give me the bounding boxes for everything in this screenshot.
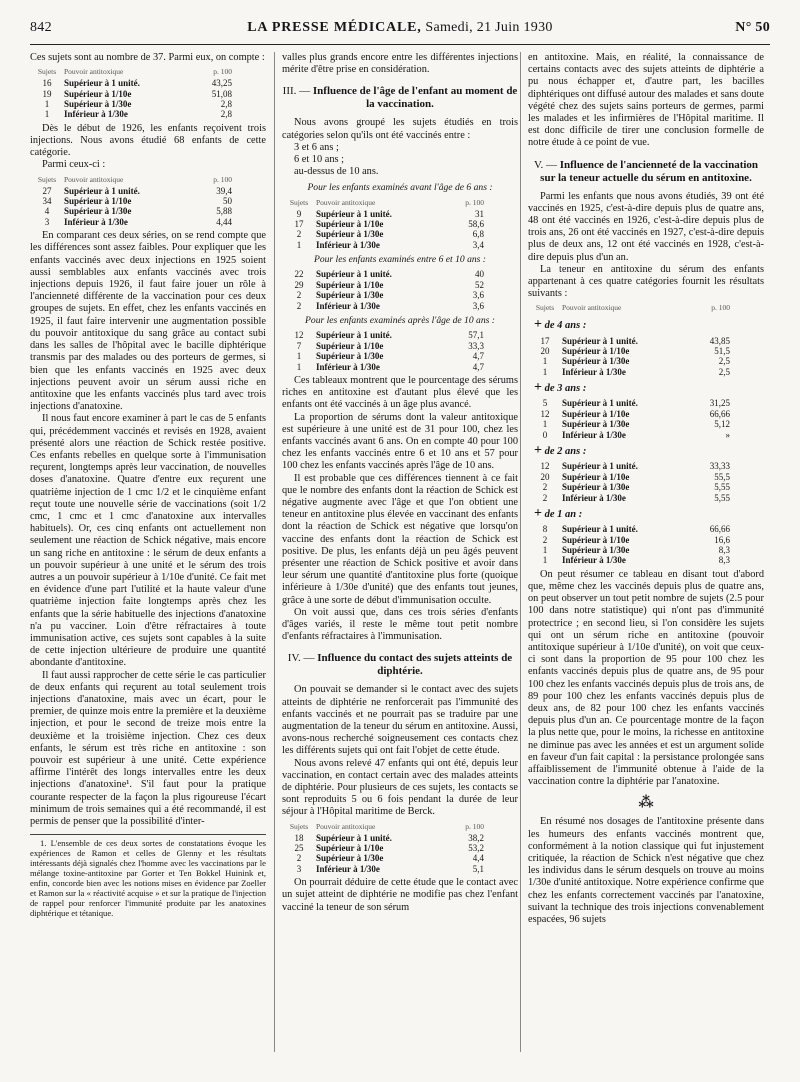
table-cell: 3 [44,216,50,227]
table-row [282,219,518,229]
table-cell: Inférieur à 1/30e [316,361,380,372]
data-table-header [528,303,764,314]
table-cell: 43,85 [709,335,730,346]
list-item: au-dessus de 10 ans. [294,166,379,178]
table-cell: Supérieur à 1 unité. [64,185,140,196]
table-row [282,341,518,351]
paragraph: En résumé nos dosages de l'antitoxine présente dans les humeurs des enfants vaccinés montrent que, conformément à la notion classique qui fut injustement critiquée, la réaction de Schick n'est négative que chez les individus dans le sérum desquels on trouve au moins 1/30e d'unité antitoxique. Notre expérience confirme que chez les enfants correctement vaccinés par l'anatoxine, suivant la technique des trois injections convenablement espacées, 96 sujets [528,816,764,926]
table-row [282,290,518,300]
table-row [30,109,266,119]
table-cell: 1 [542,419,548,430]
column-1 [30,52,266,1072]
table-row [528,482,764,492]
table-row [528,346,764,356]
table-cell: Supérieur à 1/30e [64,99,132,110]
paragraph: On voit aussi que, dans ces trois séries d'enfants d'âges variés, il reste le même tout petit nombre d'enfants réfractaires à l'immunisation. [282,606,518,643]
table-cell: 12 [294,330,304,341]
table-cell: Supérieur à 1 unité. [316,832,392,843]
table-cell: 31 [475,208,484,219]
table-row [30,99,266,109]
section-title: Influence de l'âge de l'enfant au moment de la vaccination. [312,85,518,111]
table-cell: 39,4 [216,185,232,196]
table-cell: Supérieur à 1/10e [316,340,384,351]
section-heading-3 [282,85,518,111]
table-cell: Supérieur à 1 unité. [562,335,638,346]
table-cell: 1 [296,351,302,362]
table-row [282,833,518,843]
column-divider [520,52,521,1052]
paragraph: en antitoxine. Mais, en réalité, la connaissance de certains contacts avec des sujets atteints de diphtérie a pu nous échapper et, d'autre part, les bacilles diphtériques ont diffusé autour des malades et sans doute végété chez des sujets sains porteurs de germes, parmi les malades et les infirmières de l'Hôpital maritime. Il est donc difficile de tirer une conclusion formelle de notre étude à ce point de vue. [528,52,764,149]
table-cell: Supérieur à 1/10e [316,219,384,230]
data-table [282,822,518,875]
data-table [282,269,518,311]
table-cell: 1 [542,366,548,377]
table-header-cell: p. 100 [213,174,232,184]
table-row [528,535,764,545]
table-row [528,367,764,377]
table-cell: Supérieur à 1 unité. [316,269,392,280]
table-cell: 8 [542,524,548,535]
table-header-row [528,303,764,314]
table-cell: 27 [42,185,52,196]
data-table [282,330,518,372]
table-cell: 57,1 [468,330,484,341]
paragraph: valles plus grands encore entre les différentes injections mérite d'être prise en considération. [282,52,518,76]
table-row [282,362,518,372]
list-item: 3 et 6 ans ; [294,141,339,153]
table-cell: 5,55 [714,482,730,493]
table-cell: 3 [296,863,302,874]
table-row [30,89,266,99]
section-heading-4 [282,652,518,678]
table-cell: 4,44 [216,216,232,227]
table-header-cell: p. 100 [711,303,730,313]
table-cell: Inférieur à 1/30e [316,239,380,250]
table-row [282,229,518,239]
table-cell: 55,5 [714,471,730,482]
table-cell: 58,6 [468,219,484,230]
table-cell: Supérieur à 1/30e [64,206,132,217]
table-row [528,545,764,555]
table-cell: Supérieur à 1/30e [316,853,384,864]
table-cell: 66,66 [709,524,730,535]
table-cell: Supérieur à 1/30e [562,544,630,555]
data-table [282,198,518,251]
table-caption: Pour les enfants examinés avant l'âge de 6 ans : [307,182,493,194]
table-cell: 2 [542,492,548,503]
table-cell: 66,66 [709,408,730,419]
table-cell: 29 [294,279,304,290]
table-header-cell: p. 100 [213,67,232,77]
table-row [282,853,518,863]
table-cell: 33,33 [709,461,730,472]
table-cell: Supérieur à 1/10e [64,88,132,99]
header-rule [30,44,770,45]
data-table [528,524,764,566]
table-row [30,206,266,216]
table-cell: 5,55 [714,492,730,503]
table-cell: Supérieur à 1/10e [562,346,630,357]
table-cell: 1 [542,356,548,367]
table-cell: Supérieur à 1/30e [316,229,384,240]
table-cell: 5,1 [472,863,484,874]
table-row [528,356,764,366]
table-cell: 38,2 [468,832,484,843]
paragraph: Ces tableaux montrent que le pourcentage des sérums riches en antitoxine est d'autant plus élevé que les enfants ont été vaccinés à un âge plus avancé. [282,374,518,411]
paragraph: Il faut aussi rapprocher de cette série le cas particulier de deux enfants qui reçurent au total seulement trois injections d'anatoxine, mais avec un écart, pour le premier, de quinze mois entre la première et la deuxième injection, et pour le second de treize mois entre la deuxième et la troisième injection. Chez ces deux enfants, le sérum est très riche en antitoxine : son pouvoir est supérieur à une unité. Cette expérience affirme l'intérêt des longs intervalles entre les deux injections d'anatoxine¹. S'il faut pour la pratique courante respecter de la façon la plus rigoureuse l'écart minimum de trois semaines qui a été recommandé, il est permis de penser que la possibilité d'inter- [30,669,266,828]
table-row [30,196,266,206]
table-row [282,301,518,311]
table-cell: 2,5 [718,366,730,377]
paragraph: Il est probable que ces différences tiennent à ce fait que le nombre des enfants dont la réaction de Schick est négative augmente avec l'âge et que l'on obtient une teneur en antitoxine plus élevée en vaccinant des enfants dont la réaction de Schick est négative que lorsqu'on vaccine des enfants dont la réaction de Schick est positive. De plus, les enfants déjà un peu âgés peuvent présenter une réaction de Schick positive et avoir dans leur sérum une quantité d'antitoxine plus forte (quoique inférieure à 1/30e d'unité) que des enfants tout jeunes, grâce à une sorte de début d'immunisation occulte. [282,472,518,606]
data-table [30,175,266,228]
table-cell: Inférieur à 1/30e [562,492,626,503]
table-cell: 2,5 [718,356,730,367]
paragraph: On pouvait se demander si le contact avec des sujets atteints de diphtérie ne renforcerait pas l'immunité des enfants vaccinés et ne pourrait pas se traduire par une augmentation de la teneur du sérum en antitoxine. Aussi, avons-nous recherché soigneusement ces contacts chez les différents sujets qui ont fait l'objet de cette étude. [282,684,518,757]
table-cell: 19 [42,88,52,99]
table-row [282,330,518,340]
table-row [528,524,764,534]
table-row [282,351,518,361]
table-cell: 9 [296,208,302,219]
table-cell: 6,8 [472,229,484,240]
table-header-cell: Pouvoir antitoxique [316,821,376,831]
table-cell: 33,3 [468,340,484,351]
table-cell: 8,3 [718,555,730,566]
table-row [528,461,764,471]
table-cell: Supérieur à 1/30e [316,351,384,362]
table-cell: 20 [540,346,550,357]
table-cell: 2 [542,534,548,545]
table-cell: 16 [42,78,52,89]
table-cell: 5,12 [714,419,730,430]
table-cell: Supérieur à 1 unité. [64,78,140,89]
table-cell: 50 [223,196,232,207]
table-header-cell: Pouvoir antitoxique [562,303,622,313]
page-header [30,20,770,42]
section-number: III. — [282,85,311,98]
table-cell: 3,6 [472,290,484,301]
section-number: IV. — [287,652,315,665]
table-cell: 3,6 [472,300,484,311]
table-row [528,493,764,503]
table-cell: 1 [296,361,302,372]
table-row [528,398,764,408]
table-row [282,280,518,290]
table-cell: » [725,429,730,440]
footnote-text: 1. L'ensemble de ces deux sortes de constatations évoque les expériences de Ramon et celles de Glenny et les résultats intéressants déjà signalés chez l'homme avec les vaccinations par le mélange toxine-antitoxine par Gorter et Ten Bokkel Huinink et, enfin, concorde bien avec les notions mises en évidence par Zoeller et Ramon sur la « réactivité acquise » et sur la pratique de l'injection de rappel pour renforcer l'immunité produite par les anatoxines diphtérique et tétanique. [30,838,266,919]
table-row [528,336,764,346]
table-cell: 1 [44,99,50,110]
table-cell: 31,25 [709,398,730,409]
table-cell: 18 [294,832,304,843]
table-header-cell: Sujets [535,303,555,313]
table-row [282,240,518,250]
column-divider [274,52,275,1052]
paragraph: Ces sujets sont au nombre de 37. Parmi eux, on compte : [30,52,265,63]
table-row [282,269,518,279]
table-row [30,186,266,196]
data-table [528,398,764,440]
table-cell: 1 [542,555,548,566]
table-row [282,209,518,219]
table-header-cell: Pouvoir antitoxique [64,174,124,184]
table-cell: 16,6 [714,534,730,545]
table-row [282,843,518,853]
table-cell: Inférieur à 1/30e [64,109,128,120]
table-cell: Supérieur à 1 unité. [316,208,392,219]
group-label: de 3 ans : [544,383,587,395]
table-header-cell: Sujets [37,174,57,184]
table-cell: 12 [540,408,550,419]
paragraph: On peut résumer ce tableau en disant tout d'abord que, même chez les vaccinés depuis plus de quatre ans, on peut observer un tout petit nombre de sujets (2.5 pour 100 dans notre statistique) qui n'ont pas d'immunité protectrice ; en second lieu, si l'on considère les sujets qui ont un sérum riche en antitoxine (pouvoir antitoxique supérieur à 1/10e d'unité), on voit que ceux-ci sont dans la proportion de 95 pour 100 chez les enfants vaccinés depuis plus de quatre ans, de 95 pour 100 chez les enfants vaccinés depuis plus de trois ans, de 89 pour 100 chez les enfants vaccinés depuis plus de deux ans, de 82 pour 100 chez les enfants vaccinés depuis plus d'un an. Ce pourcentage montre de la façon la plus nette que, pour le moins, la richesse en antitoxine ne diminue pas avec les années et est un argument solide en faveur d'un fait capital : la persistance prolongée sans affaiblissement de l'immunité obtenue à l'aide de la vaccination contre la diphtérie par l'anatoxine. [528,568,764,788]
table-cell: 12 [540,461,550,472]
section-title: Influence de l'ancienneté de la vaccination sur la teneur actuelle du sérum en antitoxine. [540,158,759,184]
table-cell: 7 [296,340,302,351]
table-cell: Supérieur à 1 unité. [562,461,638,472]
table-header-row [30,175,266,186]
page-number: 842 [30,20,52,35]
table-cell: 2,8 [220,109,232,120]
table-cell: Inférieur à 1/30e [562,555,626,566]
group-label: de 1 an : [544,508,583,520]
table-cell: 22 [294,269,304,280]
table-cell: 17 [294,219,304,230]
table-cell: Inférieur à 1/30e [562,429,626,440]
table-cell: Supérieur à 1/10e [562,408,630,419]
table-row [528,555,764,565]
group-label: de 4 ans : [544,320,587,332]
table-cell: Supérieur à 1/10e [562,534,630,545]
table-cell: 25 [294,843,304,854]
paragraph: Nous avons relevé 47 enfants qui ont été, depuis leur vaccination, en contact certain avec des malades atteints de diphtérie. Pour plusieurs de ces sujets, les contacts se sont reproduits 5 ou 6 fois pendant la durée de leur séjour à l'Hôpital maritime de Berck. [282,757,518,818]
table-row [30,217,266,227]
table-cell: 0 [542,429,548,440]
table-cell: 4,7 [472,351,484,362]
table-row [528,409,764,419]
table-cell: Supérieur à 1/30e [562,356,630,367]
data-table [30,67,266,120]
table-cell: 51,5 [714,346,730,357]
table-cell: 2 [296,300,302,311]
paragraph: En comparant ces deux séries, on se rend compte que les différences sont assez faibles. Pour expliquer que les enfants vaccinés avec deux injections en 1925 soient aussi semblables aux enfants vaccinés avec trois injections depuis 1926, il faut faire jouer un rôle à l'ancienneté différente de la vaccination pour ces deux groupes de sujets. En effet, chez les enfants vaccinés en 1925, il faut faire intervenir une augmentation possible du pouvoir antitoxique du sang grâce au contact subi dans les salles de l'hôpital avec le bacille diphtérique transmis par des malades ou des porteurs de germes, si bien que les enfants vaccinés en 1925 avec deux injections peuvent avoir un sérum aussi riche en antitoxine que les enfants vaccinés plus tard avec trois injections d'anatoxine. [30,230,266,413]
table-cell: 1 [542,544,548,555]
table-cell: 1 [296,239,302,250]
group-caption: + de 1 an : [534,505,583,521]
section-heading-5 [528,159,764,185]
table-header-row [30,67,266,78]
paragraph: Dès le début de 1926, les enfants reçoivent trois injections. Nous avons étudié 68 enfants de cette catégorie. [30,122,266,159]
table-header-cell: p. 100 [465,197,484,207]
table-cell: Supérieur à 1/10e [316,279,384,290]
data-table [528,336,764,378]
table-cell: 2 [542,482,548,493]
table-cell: 8,3 [718,544,730,555]
table-cell: 51,08 [211,88,232,99]
table-caption: Pour les enfants examinés après l'âge de 10 ans : [305,315,495,327]
table-cell: 4 [44,206,50,217]
table-header-row [282,822,518,833]
group-caption: + de 4 ans : [534,317,587,333]
paragraph: Parmi ceux-ci : [42,159,106,171]
section-number: V. — [533,158,557,171]
table-cell: 20 [540,471,550,482]
table-cell: 5 [542,398,548,409]
table-cell: Supérieur à 1/10e [562,471,630,482]
paragraph: Nous avons groupé les sujets étudiés en trois catégories selon qu'ils ont été vaccinés entre : [282,117,518,141]
table-header-cell: Pouvoir antitoxique [316,197,376,207]
group-caption: + de 3 ans : [534,380,587,396]
table-row [528,419,764,429]
table-header-cell: Sujets [289,197,309,207]
paragraph: Parmi les enfants que nous avons étudiés, 39 ont été vaccinés en 1925, c'est-à-dire depuis plus de quatre ans, 48 ont été vaccinés en 1926, c'est-à-dire depuis plus de trois ans, 26 ont été vaccinés en 1927, c'est-à-dire depuis plus de deux ans, 12 ont été vaccinés en 1928, c'est-à-dire depuis plus d'un an. [528,190,764,263]
table-header-cell: p. 100 [465,821,484,831]
table-cell: 1 [44,109,50,120]
table-cell: Inférieur à 1/30e [316,300,380,311]
list-item: 6 et 10 ans ; [294,154,344,166]
paragraph: Il nous faut encore examiner à part le cas de 5 enfants qui, précédemment vaccinés et revisés en 1928, avaient présenté alors une réaction de Schick restée positive. Ces enfants rebelles en quelque sorte à l'immunisation reçurent, longtemps après leur vaccination, de nouvelles doses d'anatoxine. Quatre d'entre eux reçurent une quatrième injection de 1 cmc 1/2 et le cinquième enfant reçut toute une nouvelle série de vaccinations (soit 1/2 cmc, 1 cmc et 1 cmc d'anatoxine aux intervalles habituels). Or, ces cinq enfants ont actuellement non seulement une réaction de Schick négative, mais encore un sang riche en antitoxine : le sérum de deux enfants a un pouvoir supérieur à une unité et le sérum des trois autres a un pouvoir supérieur à 1/10e d'unité. Ce fait met en évidence d'une part l'utilité et la haute valeur d'une quatrième injection faite longtemps après chez les enfants que la série habituelle des injections d'anatoxine n'a pu vacciner. Loin d'être réfractaires à toute immunisation active, ces sujets sont capables à la suite de cette injection ultérieure de produire une quantité abondante d'antitoxine. [30,413,266,669]
table-row [528,430,764,440]
table-cell: 2 [296,853,302,864]
table-cell: Supérieur à 1 unité. [562,524,638,535]
data-table [528,461,764,503]
table-cell: 2,8 [220,99,232,110]
issue-date: Samedi, 21 Juin 1930 [425,20,553,35]
table-cell: 52 [475,279,484,290]
table-cell: Supérieur à 1/10e [316,843,384,854]
table-cell: 43,25 [211,78,232,89]
group-caption: + de 2 ans : [534,443,587,459]
table-cell: 34 [42,196,52,207]
issue-number: N° 50 [735,20,770,35]
table-cell: 4,4 [472,853,484,864]
column-2 [282,52,518,1072]
table-cell: 3,4 [472,239,484,250]
asterism: ⁂ [638,795,654,812]
table-header-cell: Sujets [289,821,309,831]
section-title: Influence du contact des sujets atteints de diphtérie. [317,652,513,678]
table-cell: Supérieur à 1 unité. [562,398,638,409]
table-cell: 4,7 [472,361,484,372]
table-cell: Supérieur à 1 unité. [316,330,392,341]
table-cell: 17 [540,335,550,346]
table-row [528,472,764,482]
paragraph: La teneur en antitoxine du sérum des enfants appartenant à ces quatre catégories fournit les résultats suivants : [528,263,764,300]
table-header-cell: Pouvoir antitoxique [64,67,124,77]
footnote [30,834,266,918]
table-cell: Inférieur à 1/30e [562,366,626,377]
table-cell: Supérieur à 1/30e [562,482,630,493]
table-cell: 5,88 [216,206,232,217]
group-label: de 2 ans : [544,446,587,458]
paragraph: On pourrait déduire de cette étude que le contact avec un sujet atteint de diphtérie ne modifie pas chez l'enfant vacciné la teneur de son sérum [282,877,518,913]
journal-title [30,20,770,36]
table-row [282,864,518,874]
table-cell: 2 [296,290,302,301]
table-cell: 2 [296,229,302,240]
column-3 [528,52,764,1072]
table-header-cell: Sujets [37,67,57,77]
paragraph: La proportion de sérums dont la valeur antitoxique est supérieure à une unité est de 31 pour 100, chez les enfants vaccinés avant 6 ans. On en compte 40 pour 100 chez les enfants vaccinés entre 6 et 10 ans et 57 pour 100 chez les enfants vaccinés après l'âge de 10 ans. [282,411,518,472]
table-cell: Inférieur à 1/30e [316,863,380,874]
journal-name: LA PRESSE MÉDICALE, [247,20,422,35]
table-cell: Inférieur à 1/30e [64,216,128,227]
table-header-row [282,198,518,209]
table-caption: Pour les enfants examinés entre 6 et 10 ans : [313,254,487,266]
table-cell: Supérieur à 1/30e [316,290,384,301]
table-cell: Supérieur à 1/10e [64,196,132,207]
table-cell: 40 [475,269,484,280]
table-cell: Supérieur à 1/30e [562,419,630,430]
table-row [30,78,266,88]
table-cell: 53,2 [468,843,484,854]
